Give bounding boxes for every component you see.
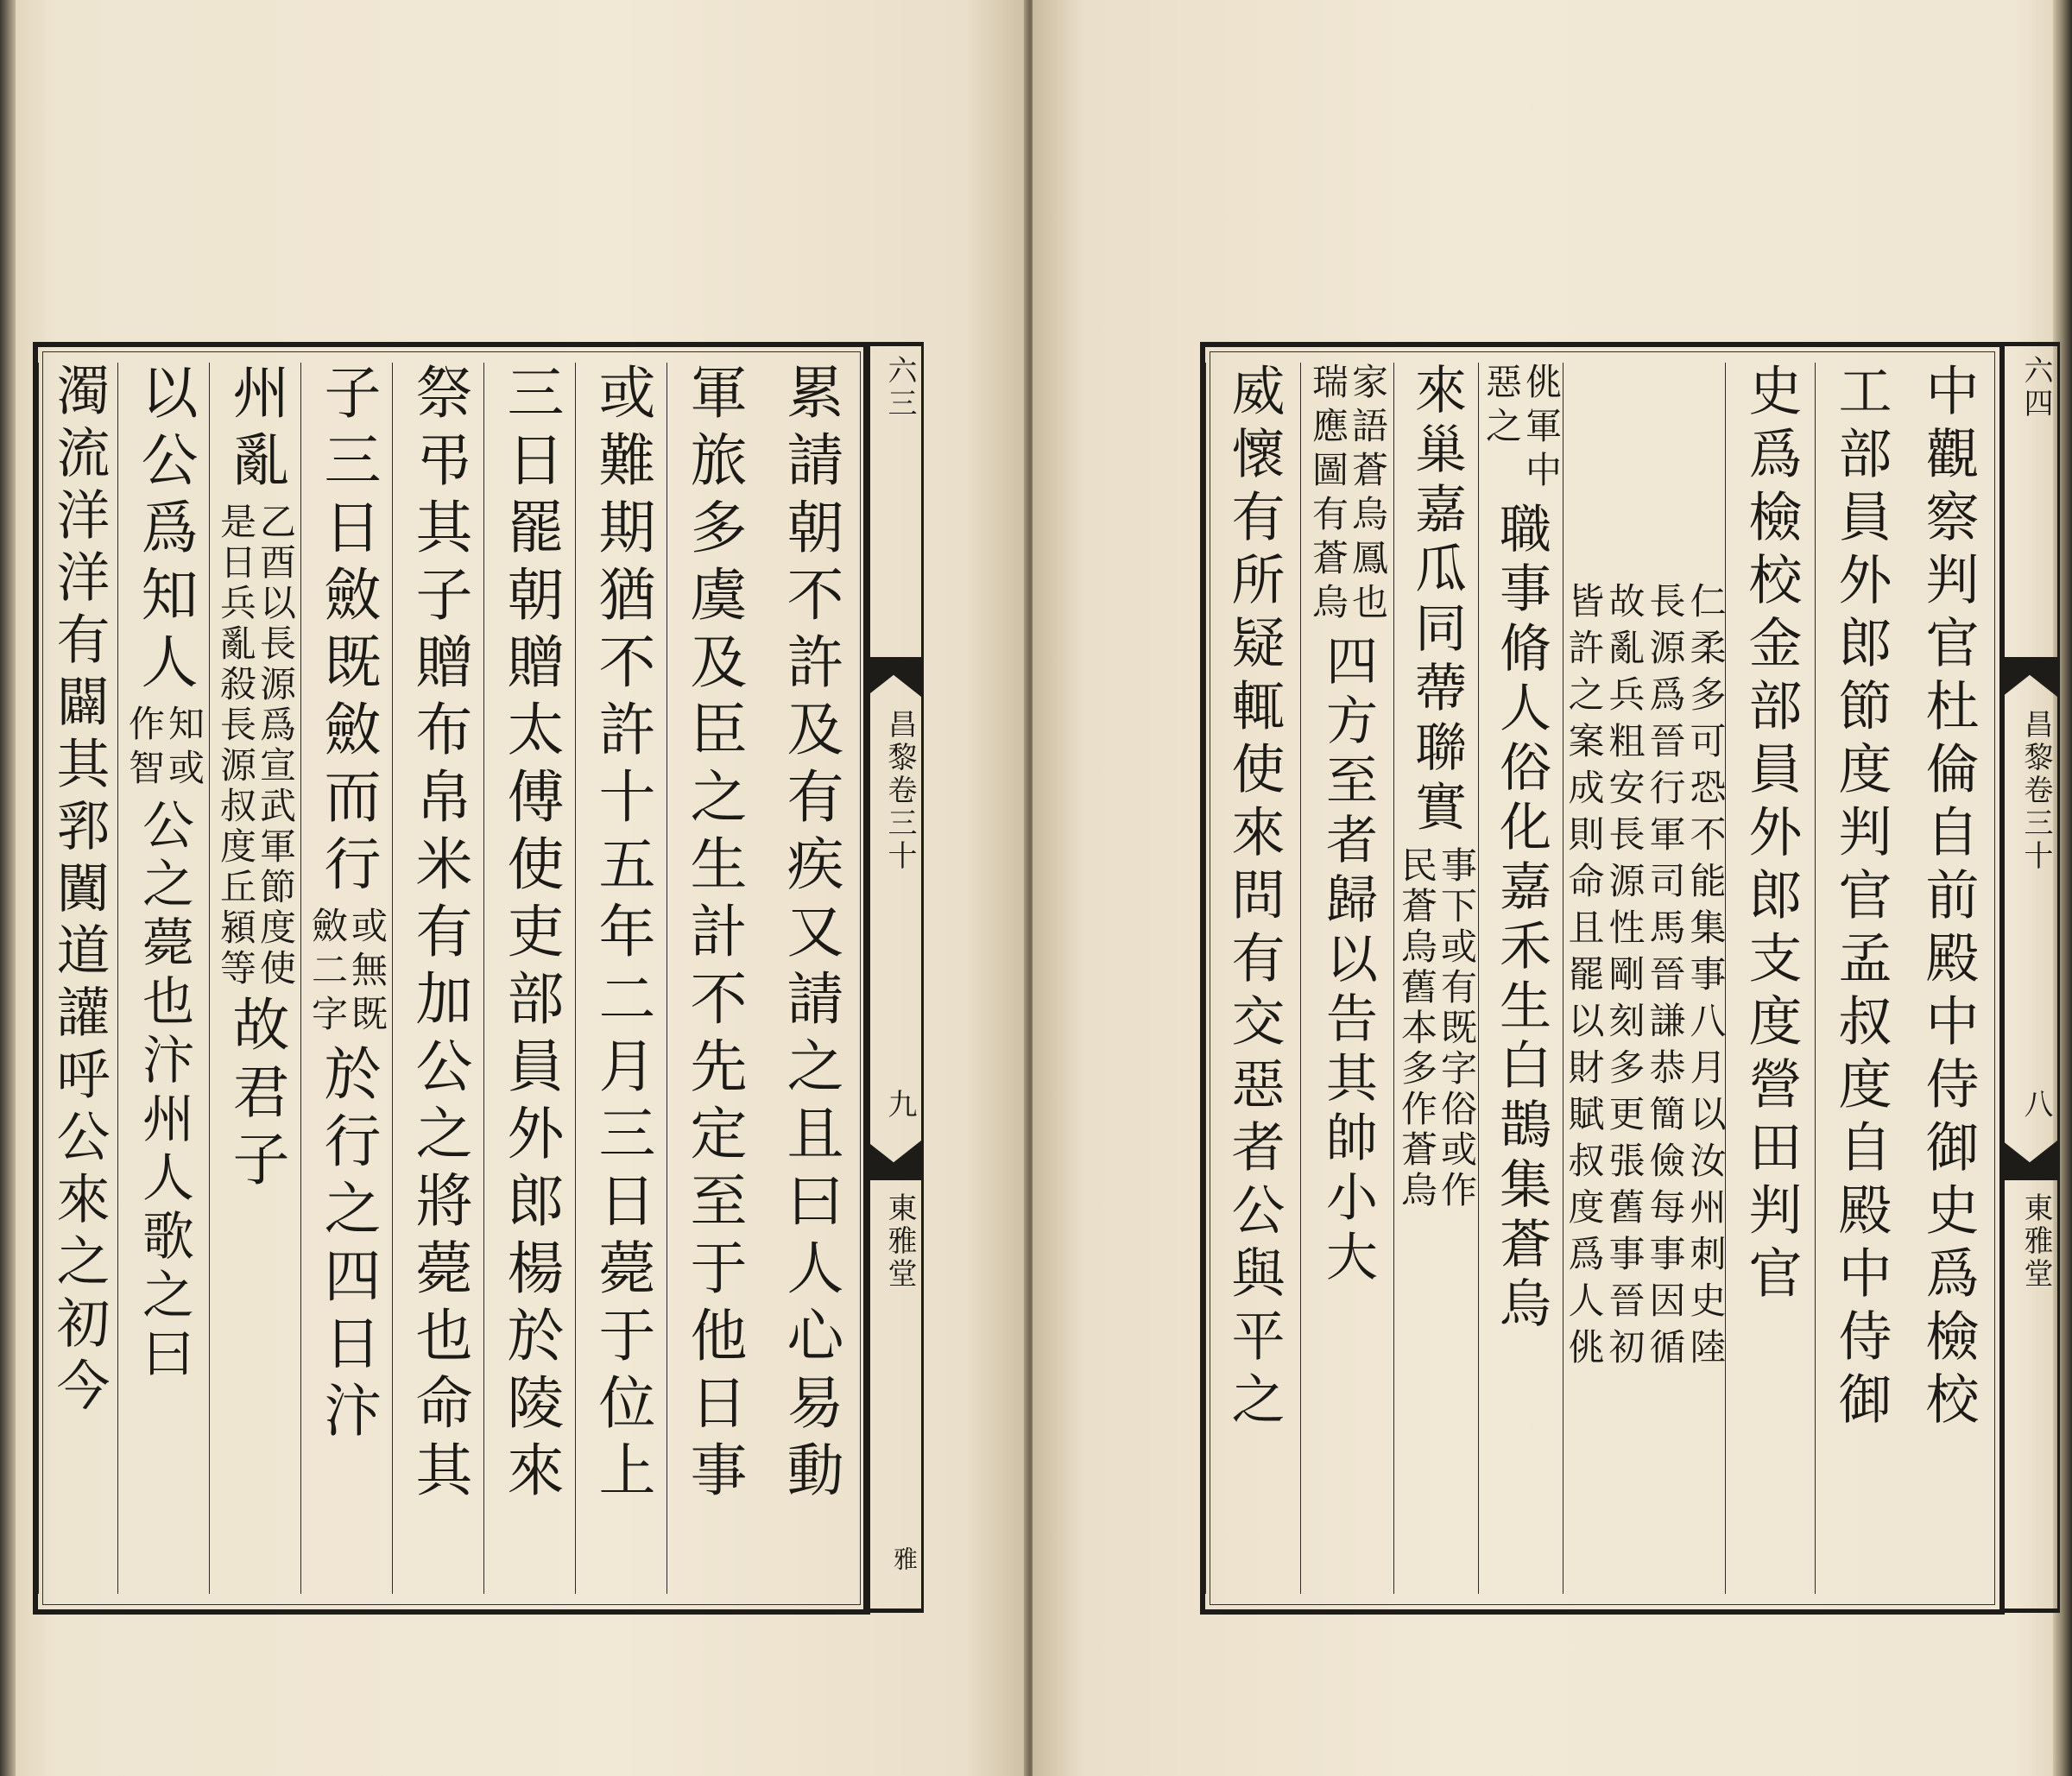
- column-text: 累請朝不許及有疾又請之且曰人心易動: [777, 363, 843, 1507]
- interlinear-note: [123, 705, 205, 793]
- column-text-head: 州亂: [223, 363, 289, 497]
- left-column-7: [209, 363, 301, 1594]
- page-number: 六三: [882, 355, 917, 420]
- note-line: 仁柔多可恐不能集事八月以汝州刺史陸: [1684, 582, 1728, 1375]
- note-line: 事下或有既字俗或作: [1436, 846, 1478, 1211]
- column-text-tail: 於行之四日汴: [314, 1044, 381, 1448]
- fishtail-mark: [2002, 657, 2057, 697]
- column-text: 三日罷朝贈太傅使吏部員外郎楊於陵來: [497, 363, 564, 1507]
- volume-title: 昌黎卷三十: [2018, 709, 2053, 873]
- right-column-6: [1393, 363, 1479, 1594]
- column-text-tail: 職事脩人俗化嘉禾生白鵲集蒼烏: [1491, 502, 1551, 1336]
- column-text-head: 來巢嘉瓜同蔕聯實: [1406, 363, 1467, 839]
- interlinear-note: [1481, 363, 1563, 495]
- left-column-8: [117, 363, 210, 1594]
- column-text: 或難期猶不許十五年二月三日薨于位上: [589, 363, 655, 1507]
- left-column-3: [575, 363, 667, 1594]
- studio-name: 東雅堂: [2018, 1192, 2053, 1291]
- column-text: 軍旅多虞及臣之生計不先定至于他日事: [680, 363, 747, 1507]
- fishtail-mark: [866, 1141, 921, 1180]
- right-fold-margin: [1999, 342, 2060, 1613]
- right-column-8: [1205, 363, 1301, 1594]
- note-line: 家語蒼烏鳳也: [1347, 363, 1389, 627]
- column-text: 濁流洋洋有闢其郛闐道讙呼公來之初今: [47, 363, 111, 1419]
- right-column-7: [1300, 363, 1394, 1594]
- note-line: 作智: [123, 705, 166, 793]
- column-text: 工部員外郎節度判官孟叔度自殿中侍御: [1829, 363, 1892, 1434]
- interlinear-note: [215, 502, 297, 989]
- right-column-3: [1725, 363, 1816, 1594]
- interlinear-note: [1307, 363, 1389, 627]
- interlinear-note: [306, 907, 388, 1039]
- studio-name: 東雅堂: [882, 1192, 917, 1291]
- note-line: 瑞應圖有蒼烏: [1307, 363, 1349, 627]
- left-column-9: [38, 363, 118, 1594]
- note-line: 知或: [163, 705, 205, 793]
- volume-title: 昌黎卷三十: [882, 709, 917, 873]
- note-line: 民蒼烏舊本多作蒼烏: [1396, 846, 1438, 1211]
- column-text: 史爲檢校金部員外郎支度營田判官: [1740, 363, 1803, 1308]
- note-line: 佻軍中: [1520, 363, 1563, 495]
- column-text: 中觀察判官杜倫自前殿中侍御史爲檢校: [1917, 363, 1980, 1434]
- column-text-head: 以公爲知人: [131, 363, 198, 699]
- note-line: 惡之: [1481, 363, 1523, 451]
- right-notes-block: [1563, 363, 1726, 1594]
- note-line: 皆許之案成則命且罷以財賦叔度爲人佻: [1563, 582, 1606, 1375]
- right-column-1: [1905, 363, 1991, 1594]
- fishtail-mark: [866, 657, 921, 697]
- right-column-5: [1478, 363, 1563, 1594]
- note-line: 長源爲晉行軍司馬晉謙恭簡儉每事因循: [1644, 582, 1687, 1375]
- column-text-tail: 公之薨也汴州人歌之曰: [134, 798, 194, 1385]
- column-text-head: 子三日斂既斂而行: [314, 363, 381, 901]
- column-text-tail: 四方至者歸以告其帥小大: [1317, 634, 1378, 1289]
- left-column-2: [666, 363, 759, 1594]
- fold-footer: 雅: [890, 1546, 919, 1574]
- page-number: 六四: [2018, 355, 2053, 420]
- left-column-6: [300, 363, 393, 1594]
- note-line: 是日兵亂殺長源叔度丘潁等: [215, 502, 257, 989]
- left-text-frame: [33, 342, 870, 1615]
- note-line: 或無既: [346, 907, 388, 1039]
- column-text-tail: 故君子: [223, 995, 289, 1197]
- note-line: 故亂兵粗安長源性剛刻多更張舊事晉初: [1603, 582, 1646, 1375]
- column-text: 祭弔其子贈布帛米有加公之將薨也命其: [406, 363, 472, 1507]
- left-fold-margin: [863, 342, 924, 1613]
- note-line: 乙酉以長源爲宣武軍節度使: [255, 502, 297, 989]
- fishtail-mark: [2002, 1141, 2057, 1180]
- leaf-number: 八: [2018, 1089, 2053, 1122]
- left-column-4: [483, 363, 576, 1594]
- column-text: 威懷有所疑輒使來問有交惡者公與平之: [1222, 363, 1286, 1434]
- interlinear-note: [1396, 846, 1478, 1211]
- left-column-5: [392, 363, 484, 1594]
- left-column-1: [759, 363, 861, 1594]
- note-line: 斂二字: [306, 907, 349, 1039]
- leaf-number: 九: [882, 1089, 917, 1122]
- right-column-2: [1815, 363, 1905, 1594]
- right-text-frame: [1200, 342, 2005, 1615]
